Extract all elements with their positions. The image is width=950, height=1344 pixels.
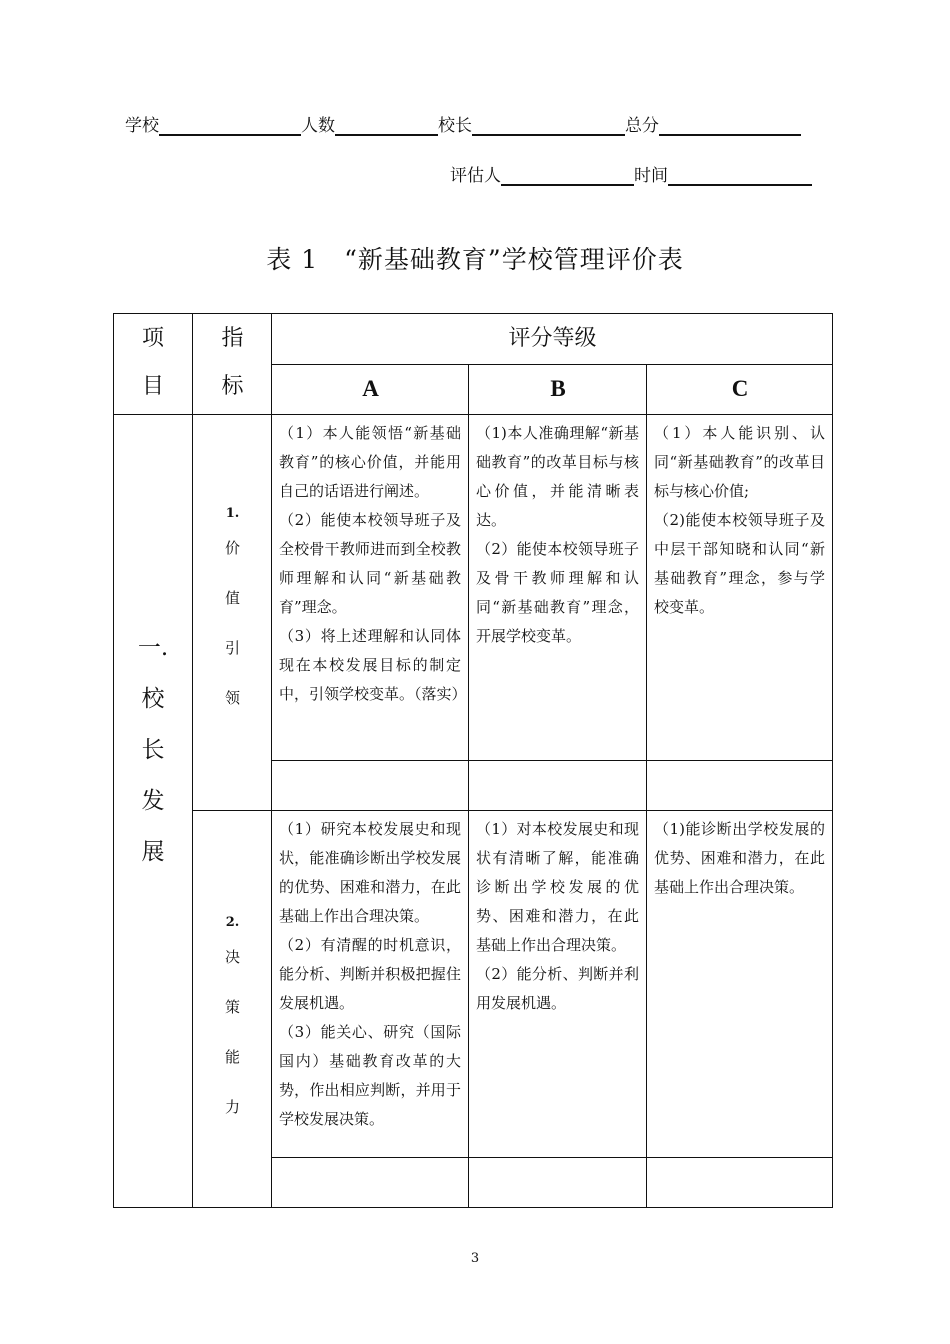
row2-grade-b-cell	[476, 815, 639, 1018]
indicator-1-char: 价	[224, 539, 240, 557]
indicator-2-char: 策	[224, 998, 240, 1016]
grade-divider	[272, 364, 833, 365]
col-project-header	[113, 315, 193, 411]
row2-b-item: （1）对本校发展史和现状有清晰了解，能准确诊断出学校发展的优势、困难和潜力，在此基础上作出合理决策。	[476, 820, 639, 954]
row1-score-c[interactable]	[648, 762, 832, 809]
row1-score-b[interactable]	[470, 762, 646, 809]
grade-c: C	[731, 376, 749, 401]
project-char-4: 展	[141, 839, 165, 865]
row2-a-item: （3）能关心、研究（国际国内）基础教育改革的大势，作出相应判断，并用于学校发展决策。	[279, 1023, 461, 1128]
row1-c-item: （1）本人能识别、认同“新基础教育”的改革目标与核心价值;	[654, 424, 825, 500]
row2-a-item: （2）有清醒的时机意识，能分析、判断并积极把握住发展机遇。	[279, 936, 461, 1012]
row2-a-item: （1）研究本校发展史和现状，能准确诊断出学校发展的优势、困难和潜力，在此基础上作出合理决策。	[279, 820, 461, 925]
row1-a-item: （2）能使本校领导班子及全校骨干教师进而到全校教师理解和认同“新基础教育”理念。	[279, 511, 461, 616]
principal-blank[interactable]	[472, 116, 625, 136]
grade-b: B	[550, 376, 566, 401]
row1-score-line	[272, 760, 833, 761]
time-blank[interactable]	[668, 166, 812, 186]
row2-grade-c-cell	[654, 815, 825, 902]
table-border-top	[113, 313, 833, 314]
project-char-3: 发	[141, 788, 165, 814]
count-label: 人数	[301, 116, 335, 136]
row1-c-item: （2)能使本校领导班子及中层干部知晓和认同“新基础教育”理念，参与学校变革。	[654, 511, 825, 616]
indicator-2-char: 决	[224, 948, 240, 966]
project-principal-development	[113, 623, 193, 878]
project-char-2: 长	[141, 737, 165, 763]
indicator-1-char: 领	[224, 689, 240, 707]
col-project-char-2: 目	[141, 374, 164, 399]
indicator-value-leadership	[193, 505, 272, 723]
grade-header: 评分等级	[508, 326, 597, 351]
col-indicator-char-2: 标	[221, 374, 244, 399]
row1-b-item: （2）能使本校领导班子及骨干教师理解和认同“新基础教育”理念，开展学校变革。	[476, 540, 639, 645]
row1-a-item: （1）本人能领悟“新基础教育”的核心价值，并能用自己的话语进行阐述。	[279, 424, 461, 500]
table-border-right	[832, 313, 833, 1208]
bc-divider	[646, 364, 647, 1208]
col-indicator-header	[193, 315, 272, 411]
row2-score-a[interactable]	[273, 1159, 468, 1206]
row2-grade-a-cell	[279, 815, 461, 1134]
principal-label: 校长	[438, 116, 472, 136]
project-num: 一.	[137, 635, 169, 661]
page-title: 表 1 “新基础教育”学校管理评价表	[266, 245, 684, 274]
indicator-2-char: 力	[224, 1098, 240, 1116]
row1-grade-b-cell	[476, 419, 639, 651]
row2-b-item: （2）能分析、判断并利用发展机遇。	[476, 965, 639, 1012]
col-project-char-1: 项	[141, 326, 164, 351]
grade-a: A	[362, 376, 379, 401]
indicator-2-char: 能	[224, 1048, 240, 1066]
total-label: 总分	[625, 116, 659, 136]
indicator-1-char: 引	[224, 639, 240, 657]
row1-b-item: （1)本人准确理解“新基础教育”的改革目标与核心价值，并能清晰表达。	[476, 424, 639, 529]
row1-grade-a-cell	[279, 419, 467, 709]
indicator-decision-ability	[193, 914, 272, 1132]
row1-score-a[interactable]	[273, 762, 468, 809]
count-blank[interactable]	[335, 116, 438, 136]
row2-score-line	[272, 1157, 833, 1158]
row2-score-c[interactable]	[648, 1159, 832, 1206]
header-bottom-line	[113, 414, 833, 415]
row1-grade-c-cell	[654, 419, 825, 622]
table-border-bottom	[113, 1207, 833, 1208]
evaluator-blank[interactable]	[501, 166, 634, 186]
indicator-1-num: 1.	[225, 506, 240, 521]
evaluator-label: 评估人	[450, 166, 501, 186]
header-row-1	[125, 116, 801, 136]
row1-a-item: （3）将上述理解和认同体现在本校发展目标的制定中，引领学校变革。（落实）	[279, 627, 467, 703]
row2-score-b[interactable]	[470, 1159, 646, 1206]
row2-c-item: （1)能诊断出学校发展的优势、困难和潜力，在此基础上作出合理决策。	[654, 820, 825, 896]
school-label: 学校	[125, 116, 159, 136]
page-number: 3	[470, 1251, 480, 1266]
indicator-2-num: 2.	[225, 915, 240, 930]
header-row-2	[450, 166, 812, 186]
col-indicator-char-1: 指	[221, 326, 244, 351]
ab-divider	[468, 364, 469, 1208]
indicator-1-char: 值	[224, 589, 240, 607]
project-char-1: 校	[141, 686, 165, 712]
evaluation-table	[113, 313, 835, 1209]
school-blank[interactable]	[159, 116, 301, 136]
row1-bottom-line	[193, 810, 833, 811]
time-label: 时间	[634, 166, 668, 186]
total-blank[interactable]	[659, 116, 801, 136]
